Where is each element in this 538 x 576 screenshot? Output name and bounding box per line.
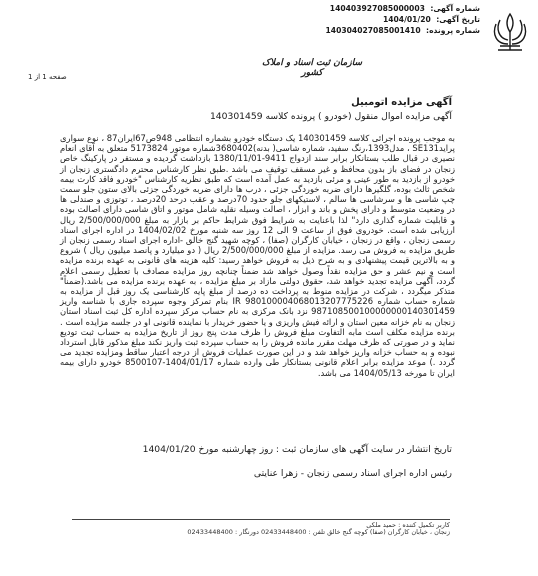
ad-number-label: شماره آگهی: <box>430 4 480 13</box>
case-number-line <box>250 25 480 36</box>
notice-title: آگهی مزایده اتومبیل <box>351 97 452 108</box>
footer-address: زنجان ، خیابان کارگران (صفا) کوچه گنج خالق تلفن : 02433448400 دورنگار : 02433448400 <box>187 528 450 536</box>
notice-body-text: به موجب پرونده اجرائی کلاسه 140301459 یک دستگاه خودرو بشماره انتظامی 948ص67ایران87 ، نوع سواری پرایدSE131 ، مدل1393،رنگ سفید، شماره شاسی( بدنه)3680402شماره موتور 5173824 متعلق به آقای انعام نصیری در قبال طلب بستانکار برابر سند ازدواج 9411-1380/11/01 بازداشت گردیده و مستقر در پارکینگ خاص زنجان در فضای باز بدون محافظ و غیر مسقف توقیف می باشد .طبق نظر کارشناس محترم دادگستری زنجان از خودرو از بازدید به طور عینی و مرئی بازدید به عمل آمده است که طبق نظریه کارشناس "خودرو فاقد کارت بیمه شخص ثالث بوده، گلگیرها دارای ضربه خوردگی جزئی ، درب ها دارای ضربه خوردگی جزئی بالای ستون جلو سمت چپ شاسی ها و سرشاسی ها سالم ، لاستیکهای جلو حدود 70درصد و عقب درحد 20درصد ، توتوزی و صندلی ها در وضعیت متوسط و دارای پخش و باند و ابزار ، اصالت وسیله نقلیه شامل موتور و اتاق شاسی دارای اصالت بوده و قابلیت شماره گذاری دارد" لذا باعنایت به شرایط فوق شرایط حاکم بر بازار به مبلغ 2/500/000/000 ریال ارزیابی شده است. خودروی فوق از ساعت 9 الی 12 روز سه شنبه مورخ 1404/02/02 در اداره اجرای اسناد رسمی زنجان ، واقع در زنجان ، خیابان کارگران (صفا) ، کوچه شهید گنج خالق -اداره اجرای اسناد رسمی زنجان از طریق مزایده به فروش می رسد. مزایده از مبلغ 2/500/000/000 ریال ( دو میلیارد و پانصد میلیون ریال ) شروع و به بالاترین قیمت پیشنهادی و به شرح ذیل به فروش خواهد رسید: کلیه هزینه های قانونی به عهده برنده مزایده است و نیم عشر و حق مزایده نقداً وصول خواهد شد ضمناً چنانچه روز مزایده مصادف با تعطیل رسمی اعلام گردد، آگهی مزایده تجدید خواهد شد، حقوق دولتی مازاد بر مبلغ مزایده ، به عهده برنده مزایده می باشد.(ضمناً" متذکر میگردد ، شرکت در مزایده منوط به پرداخت ده درصد از مبلغ پایه کارشناسی یک روز قبل از مزایده به شماره حساب شماره IR 980100004068013207775226 بنام تمرکز وجوه سپرده جاری با شناسه واریز 987108500100000000140301459 نزد بانک مرکزی به نام حساب مرکز سپرده اداره کل ثبت اسناد استان زنجان به نام خزانه معین استان و ارائه فیش واریزی و یا حضور خریدار با نماینده قانونی او در جلسه مزایده است . برنده مزایده مکلف است مابه التفاوت مبلغ فروش را ظرف مدت پنج روز از تاریخ مزایده به حساب ثبت تودیع نماید و در صورتی که ظرف مهلت مقرر مانده فروش را به حساب سپرده ثبت واریز نکند مبلغ مذکور قابل استرداد نبوده و به حساب خزانه واریز خواهد شد و در این صورت عملیات فروش از درجه اعتبار ساقط ومزایده تجدید می گردد .) موعد مزایده برابر اعلام قانونی بستانکار طی وارده شماره 1404/01/17-8500107 خودرو دارای بیمه ایران تا مورخه 1404/05/13 می باشد. <box>60 133 456 378</box>
organization-name: سازمان ثبت اسناد و املاک کشور <box>262 58 362 78</box>
ad-number: 140403927085000003 <box>329 4 425 13</box>
ad-date: 1404/01/20 <box>382 15 431 24</box>
notice-subtitle: آگهی مزایده اموال منقول (خودرو ) پرونده کلاسه 140301459 <box>209 111 452 122</box>
footer-user: کاربر تکمیل کننده : حمید ملکی <box>366 521 450 529</box>
ad-date-label: تاریخ آگهی: <box>436 15 480 24</box>
publish-date-line: تاریخ انتشار در سایت آگهی های سازمان ثبت : روز چهارشنبه مورخ 1404/01/20 <box>142 444 452 455</box>
notice-body <box>60 133 455 378</box>
page-indicator: صفحه 1 از 1 <box>28 73 67 81</box>
iran-judiciary-emblem-icon <box>488 10 532 58</box>
case-number: 140304027085001410 <box>325 26 421 35</box>
ad-date-line <box>250 14 480 25</box>
ad-number-line <box>250 3 480 14</box>
footer-divider <box>72 519 450 520</box>
emblem <box>488 10 532 58</box>
ad-meta <box>250 3 480 36</box>
signature-line: رئیس اداره اجرای اسناد رسمی زنجان - زهرا عنایتی <box>253 468 452 479</box>
case-number-label: شماره پرونده: <box>426 26 480 35</box>
